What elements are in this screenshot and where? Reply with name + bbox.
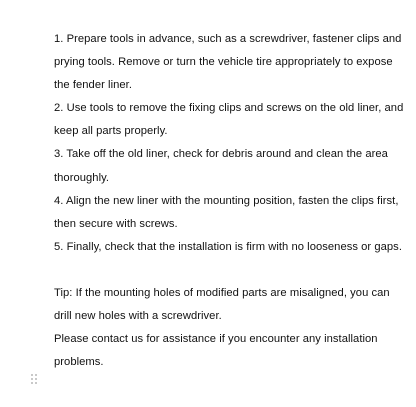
step-4: 4. Align the new liner with the mounting position, fasten the clips first, then secure with screws. (54, 194, 399, 230)
step-3: 3. Take off the old liner, check for debris around and clean the area thoroughly. (54, 148, 388, 184)
contact-paragraph: Please contact us for assistance if you encounter any installation problems. (54, 333, 378, 369)
step-2: 2. Use tools to remove the fixing clips and screws on the old liner, and keep all parts properly. (54, 102, 404, 138)
drag-handle-dot (35, 382, 37, 384)
step-1: 1. Prepare tools in advance, such as a screwdriver, fastener clips and prying tools. Remove or turn the vehicle tire appropriately to expose the fender liner. (54, 33, 402, 92)
blank-line (54, 259, 404, 282)
tip-paragraph: Tip: If the mounting holes of modified parts are misaligned, you can drill new holes with a screwdriver. (54, 287, 390, 323)
drag-handle-dot (35, 378, 37, 380)
step-5: 5. Finally, check that the installation is firm with no looseness or gaps. (54, 240, 402, 253)
drag-handle-dot (31, 378, 33, 380)
drag-handle-dot (31, 382, 33, 384)
drag-handle-dot (35, 374, 37, 376)
drag-handle-icon[interactable] (31, 374, 37, 385)
drag-handle-dot (31, 374, 33, 376)
instruction-document (54, 28, 404, 374)
